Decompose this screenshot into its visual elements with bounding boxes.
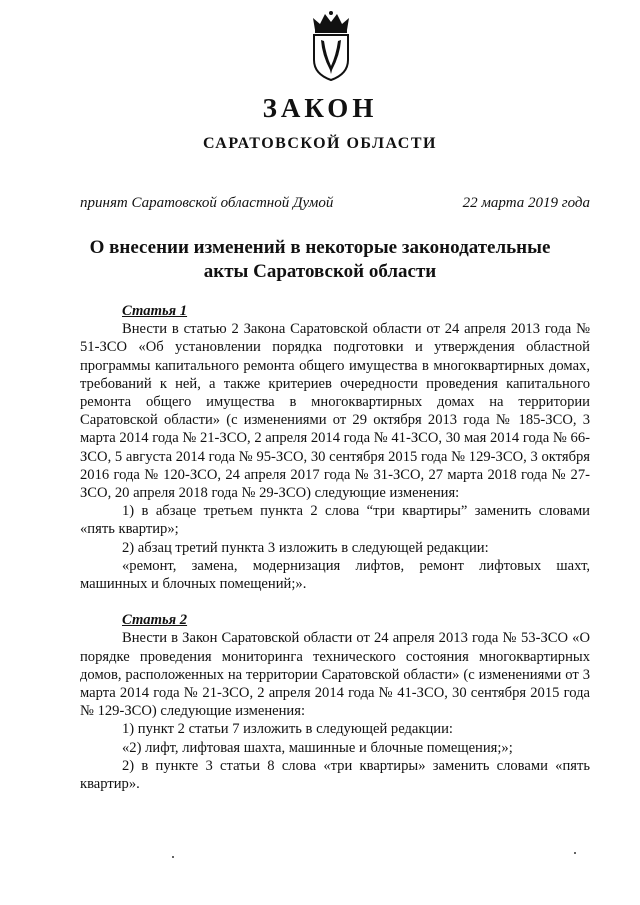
article-1-paragraph: Внести в статью 2 Закона Саратовской области от 24 апреля 2013 года № 51-ЗСО «Об установлении порядка подготовки и утверждения областной программы капитального ремонта общего имущества в многоквартирных домах, требований к ней, а также критериев очередности проведения капитального ремонта общего имущества в многоквартирных домах на территории Саратовской области» (с изменениями от 29 октября 2013 года № 185-ЗСО, 3 марта 2014 года № 21-ЗСО, 2 апреля 2014 года № 41-ЗСО, 30 мая 2014 года № 66-ЗСО, 5 августа 2014 года № 95-ЗСО, 30 сентября 2015 года № 129-ЗСО, 3 октября 2016 года № 120-ЗСО, 24 апреля 2017 года № 31-ЗСО, 27 марта 2018 года № 27-ЗСО, 20 апреля 2018 года № 29-ЗСО) следующие изменения:	[80, 321, 590, 502]
law-title: ЗАКОН	[262, 93, 378, 123]
article-2-paragraph: «2) лифт, лифтовая шахта, машинные и блочные помещения;»;	[122, 739, 513, 756]
saratov-coat-of-arms-icon	[309, 10, 353, 82]
adopted-by: принят Саратовской областной Думой	[80, 195, 334, 211]
region-title: САРАТОВСКОЙ ОБЛАСТИ	[203, 135, 437, 152]
adoption-line	[80, 194, 590, 212]
article-2-title: Статья 2	[122, 612, 188, 629]
article-1-paragraph: «ремонт, замена, модернизация лифтов, ремонт лифтовых шахт, машинных и блочных помещений;».	[80, 557, 590, 593]
article-2-paragraph: 2) в пункте 3 статьи 8 слова «три квартиры» заменить словами «пять квартир».	[80, 757, 590, 793]
adoption-date: 22 марта 2019 года	[462, 195, 590, 211]
spacer	[80, 593, 590, 611]
article-2-paragraph: Внести в Закон Саратовской области от 24 апреля 2013 года № 53-ЗСО «О порядке проведения мониторинга технического состояния многоквартирных домов, расположенных на территории Саратовской области» (с изменениями от 3 марта 2014 года № 21-ЗСО, 2 апреля 2014 года № 41-ЗСО, 30 сентября 2015 года № 129-ЗСО) следующие изменения:	[80, 630, 590, 720]
article-1-paragraph: 2) абзац третий пункта 3 изложить в следующей редакции:	[122, 539, 489, 556]
heading-line: акты Саратовской области	[203, 261, 437, 282]
scan-speck	[172, 856, 174, 858]
article-1-paragraph: 1) в абзаце третьем пункта 2 слова “три квартиры” заменить словами «пять квартир»;	[80, 503, 590, 538]
document-body	[80, 302, 590, 793]
scan-speck	[574, 852, 576, 854]
law-heading	[0, 236, 640, 284]
article-2-paragraph: 1) пункт 2 статьи 7 изложить в следующей редакции:	[122, 721, 453, 738]
heading-line: О внесении изменений в некоторые законодательные	[89, 237, 551, 258]
article-1-title: Статья 1	[122, 303, 188, 319]
